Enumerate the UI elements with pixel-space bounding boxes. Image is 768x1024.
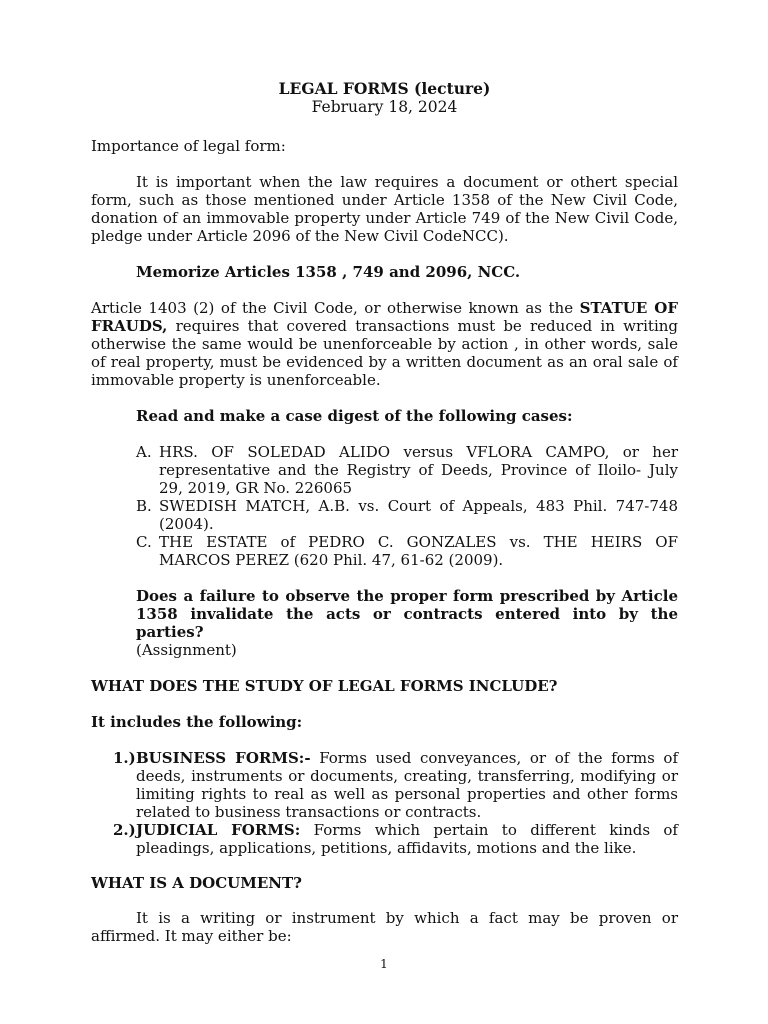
case-label: B.: [136, 497, 152, 515]
document-definition: It is a writing or instrument by which a fact may be proven or affirmed. It may either be:: [91, 909, 678, 945]
case-text: THE ESTATE of PEDRO C. GONZALES vs. THE HEIRS OF MARCOS PEREZ (620 Phil. 47, 61-62 (2009).: [159, 533, 678, 569]
case-text: SWEDISH MATCH, A.B. vs. Court of Appeals, 483 Phil. 747-748 (2004).: [159, 497, 678, 533]
form-type-label: 2.): [113, 821, 136, 839]
forms-list: [91, 749, 678, 857]
form-type-item: [91, 821, 678, 857]
intro-heading: Importance of legal form:: [91, 137, 286, 155]
form-type-name: BUSINESS FORMS:-: [136, 749, 311, 767]
document-title: LEGAL FORMS (lecture): [278, 79, 491, 98]
statute-text-after: requires that covered transactions must be reduced in writing otherwise the same would be unenforceable by action , in other words, sale of real property, must be evidenced by a written document as an oral sale of immovable property is unenforceable.: [91, 317, 678, 389]
form-type-label: 1.): [113, 749, 136, 767]
document-heading: WHAT IS A DOCUMENT?: [91, 874, 302, 892]
case-item: [91, 443, 678, 497]
study-subheading: It includes the following:: [91, 713, 303, 731]
intro-paragraph: It is important when the law requires a document or othert special form, such as those mentioned under Article 1358 of the New Civil Code, donation of an immovable property under Article 749 of the New Civil Code, pledge under Article 2096 of the New Civil CodeNCC).: [91, 173, 678, 245]
case-item: [91, 533, 678, 569]
statute-paragraph: [91, 299, 678, 389]
case-text: HRS. OF SOLEDAD ALIDO versus VFLORA CAMPO, or her representative and the Registry of Deeds, Province of Iloilo- July 29, 2019, GR No. 226065: [159, 443, 678, 497]
cases-list: [91, 443, 678, 569]
cases-heading: Read and make a case digest of the following cases:: [136, 407, 573, 425]
case-label: A.: [136, 443, 152, 461]
page-number: 1: [380, 957, 388, 971]
form-type-description: Forms which pertain to different kinds of pleadings, applications, petitions, affidavits, motions and the like.: [136, 821, 678, 857]
assignment-question: [136, 587, 678, 659]
form-type-description: Forms used conveyances, or of the forms of deeds, instruments or documents, creating, transferring, modifying or limiting rights to real as well as personal properties and other forms related to business transactions or contracts.: [136, 749, 678, 821]
case-item: [91, 497, 678, 533]
assignment-question-text: Does a failure to observe the proper form prescribed by Article 1358 invalidate the acts or contracts entered into by the parties?: [136, 587, 678, 641]
statute-of-frauds-term: STATUE OF FRAUDS,: [91, 299, 678, 335]
case-label: C.: [136, 533, 152, 551]
document-date: February 18, 2024: [311, 98, 458, 116]
statute-text-before: Article 1403 (2) of the Civil Code, or otherwise known as the: [91, 299, 580, 317]
study-heading: WHAT DOES THE STUDY OF LEGAL FORMS INCLUDE?: [91, 677, 558, 695]
form-type-item: [91, 749, 678, 821]
assignment-note: (Assignment): [136, 641, 237, 659]
page-content: [91, 80, 678, 945]
memorize-instruction: Memorize Articles 1358 , 749 and 2096, NCC.: [136, 263, 521, 281]
form-type-name: JUDICIAL FORMS:: [136, 821, 301, 839]
